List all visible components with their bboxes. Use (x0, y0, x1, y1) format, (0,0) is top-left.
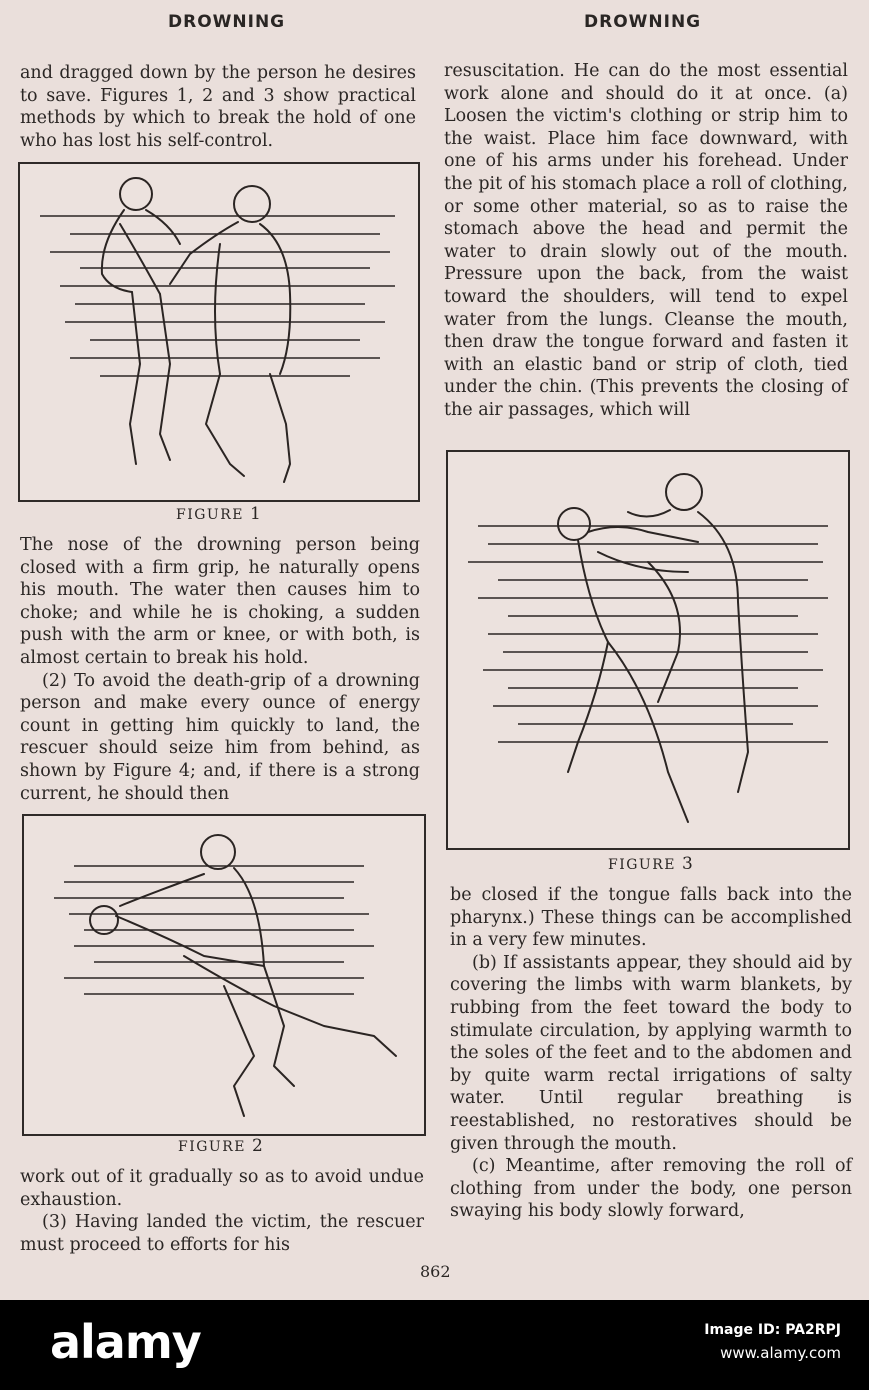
right-column-bottom-text (450, 884, 852, 1223)
caption-word: FIGURE (608, 857, 676, 873)
caption-word: FIGURE (178, 1139, 246, 1155)
paragraph-work-out: work out of it gradually so as to avoid undue exhaustion. (20, 1167, 424, 1210)
paragraph-resuscitation: resuscitation. He can do the most essential work alone and should do it at once. (a) Loosen the victim's clothing or strip him to the waist. Place him face downward, with one of his arms under his forehead. Under the pit of his stomach place a roll of clothing, or some other material, so as to raise the stomach above the head and permit the water to drain slowly out of the mouth. Pressure upon the back, from the waist toward the shoulders, will tend to expel water from the lungs. Cleanse the mouth, then draw the tongue forward and fasten it with an elastic band or strip of cloth, tied under the chin. (This prevents the closing of the air passages, which will (444, 61, 848, 420)
alamy-logo: alamy (50, 1315, 201, 1369)
caption-number: 2 (251, 1136, 265, 1156)
left-column-top-text (20, 62, 416, 152)
paragraph-2: (2) To avoid the death-grip of a drowning person and make every ounce of energy count in getting him quickly to land, the rescuer should seize him from behind, as shown by Figure 4; and, if there is a strong current, he should then (20, 670, 420, 804)
running-header-left: DROWNING (168, 12, 286, 32)
right-column-top-text (444, 60, 848, 422)
paragraph-3: (3) Having landed the victim, the rescuer must proceed to efforts for his (20, 1212, 424, 1255)
figure-3-illustration (446, 450, 850, 850)
caption-number: 3 (681, 854, 695, 874)
running-header-right: DROWNING (584, 12, 702, 32)
caption-number: 1 (249, 504, 263, 524)
page-number: 862 (420, 1262, 451, 1281)
left-column-middle-text (20, 534, 420, 805)
figure-3-caption (608, 854, 694, 874)
paragraph-nose-grip: The nose of the drowning person being closed with a firm grip, he naturally opens his mouth. The water then causes him to choke; and while he is choking, a sudden push with the arm or knee, or with both, is almost certain to break his hold. (20, 535, 420, 668)
paragraph-c: (c) Meantime, after removing the roll of clothing from under the body, one person swaying his body slowly forward, (450, 1156, 852, 1222)
caption-word: FIGURE (176, 507, 244, 523)
figure-1-illustration (18, 162, 420, 502)
paragraph-b: (b) If assistants appear, they should aid by covering the limbs with warm blankets, by rubbing from the feet toward the body to stimulate circulation, by applying warmth to the soles of the feet and to the abdomen and by quite warm rectal irrigations of salty water. Until regular breathing is reestablished, no restoratives should be given through the mouth. (450, 952, 852, 1154)
image-id: Image ID: PA2RPJ (704, 1322, 841, 1338)
paragraph-intro: and dragged down by the person he desires to save. Figures 1, 2 and 3 show practical methods by which to break the hold of one who has lost his self-control. (20, 63, 416, 151)
figure-1-caption (176, 504, 262, 524)
figure-2-illustration (22, 814, 426, 1136)
left-column-bottom-text (20, 1166, 424, 1256)
paragraph-closed: be closed if the tongue falls back into the pharynx.) These things can be accomplished in a very few minutes. (450, 885, 852, 951)
site-url: www.alamy.com (720, 1344, 841, 1362)
figure-2-caption (178, 1136, 264, 1156)
